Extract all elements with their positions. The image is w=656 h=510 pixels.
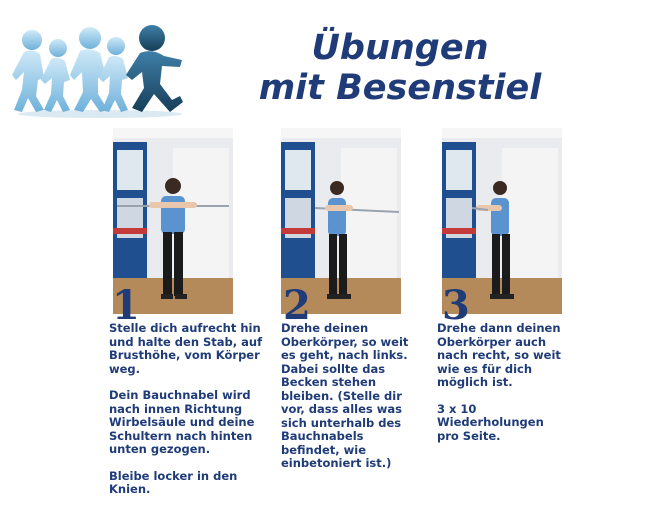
runner-figure — [70, 27, 108, 112]
step-paragraph: 3 x 10 Wiederholungen pro Seite. — [437, 401, 544, 443]
runner-figure — [99, 37, 128, 112]
step-paragraph: Drehe deinen Oberkörper, so weit es geht, nach links. Dabei sollte das Becken stehen bleiben. (Stelle dir vor, dass alles was sich unterhalb des Bauchnabels befindet, wie einbetoniert ist.) — [281, 321, 409, 470]
title-line-1: Übungen — [311, 28, 489, 68]
step-paragraph: Drehe dann deinen Oberkörper auch nach recht, so weit wie es für dich möglich ist. — [437, 321, 561, 389]
step-number: 2 — [283, 282, 311, 329]
step-number: 3 — [442, 282, 470, 329]
runner-figure-dark — [126, 25, 183, 112]
title-line-2: mit Besenstiel — [258, 68, 542, 108]
step-number: 1 — [112, 282, 140, 329]
step-2-text — [281, 322, 409, 484]
running-figures-logo — [10, 20, 190, 120]
step-paragraph: Dein Bauchnabel wird nach innen Richtung Wirbelsäule und deine Schultern nach hinten unten gezogen. — [109, 388, 255, 456]
step-3-text — [437, 322, 563, 456]
step-1-text — [109, 322, 275, 510]
runner-figure — [41, 39, 70, 112]
step-paragraph: Stelle dich aufrecht hin und halte den Stab, auf Brusthöhe, vom Körper weg. — [109, 321, 263, 376]
page-title — [255, 28, 545, 108]
runner-figure — [12, 30, 44, 112]
step-paragraph: Bleibe locker in den Knien. — [109, 468, 238, 496]
